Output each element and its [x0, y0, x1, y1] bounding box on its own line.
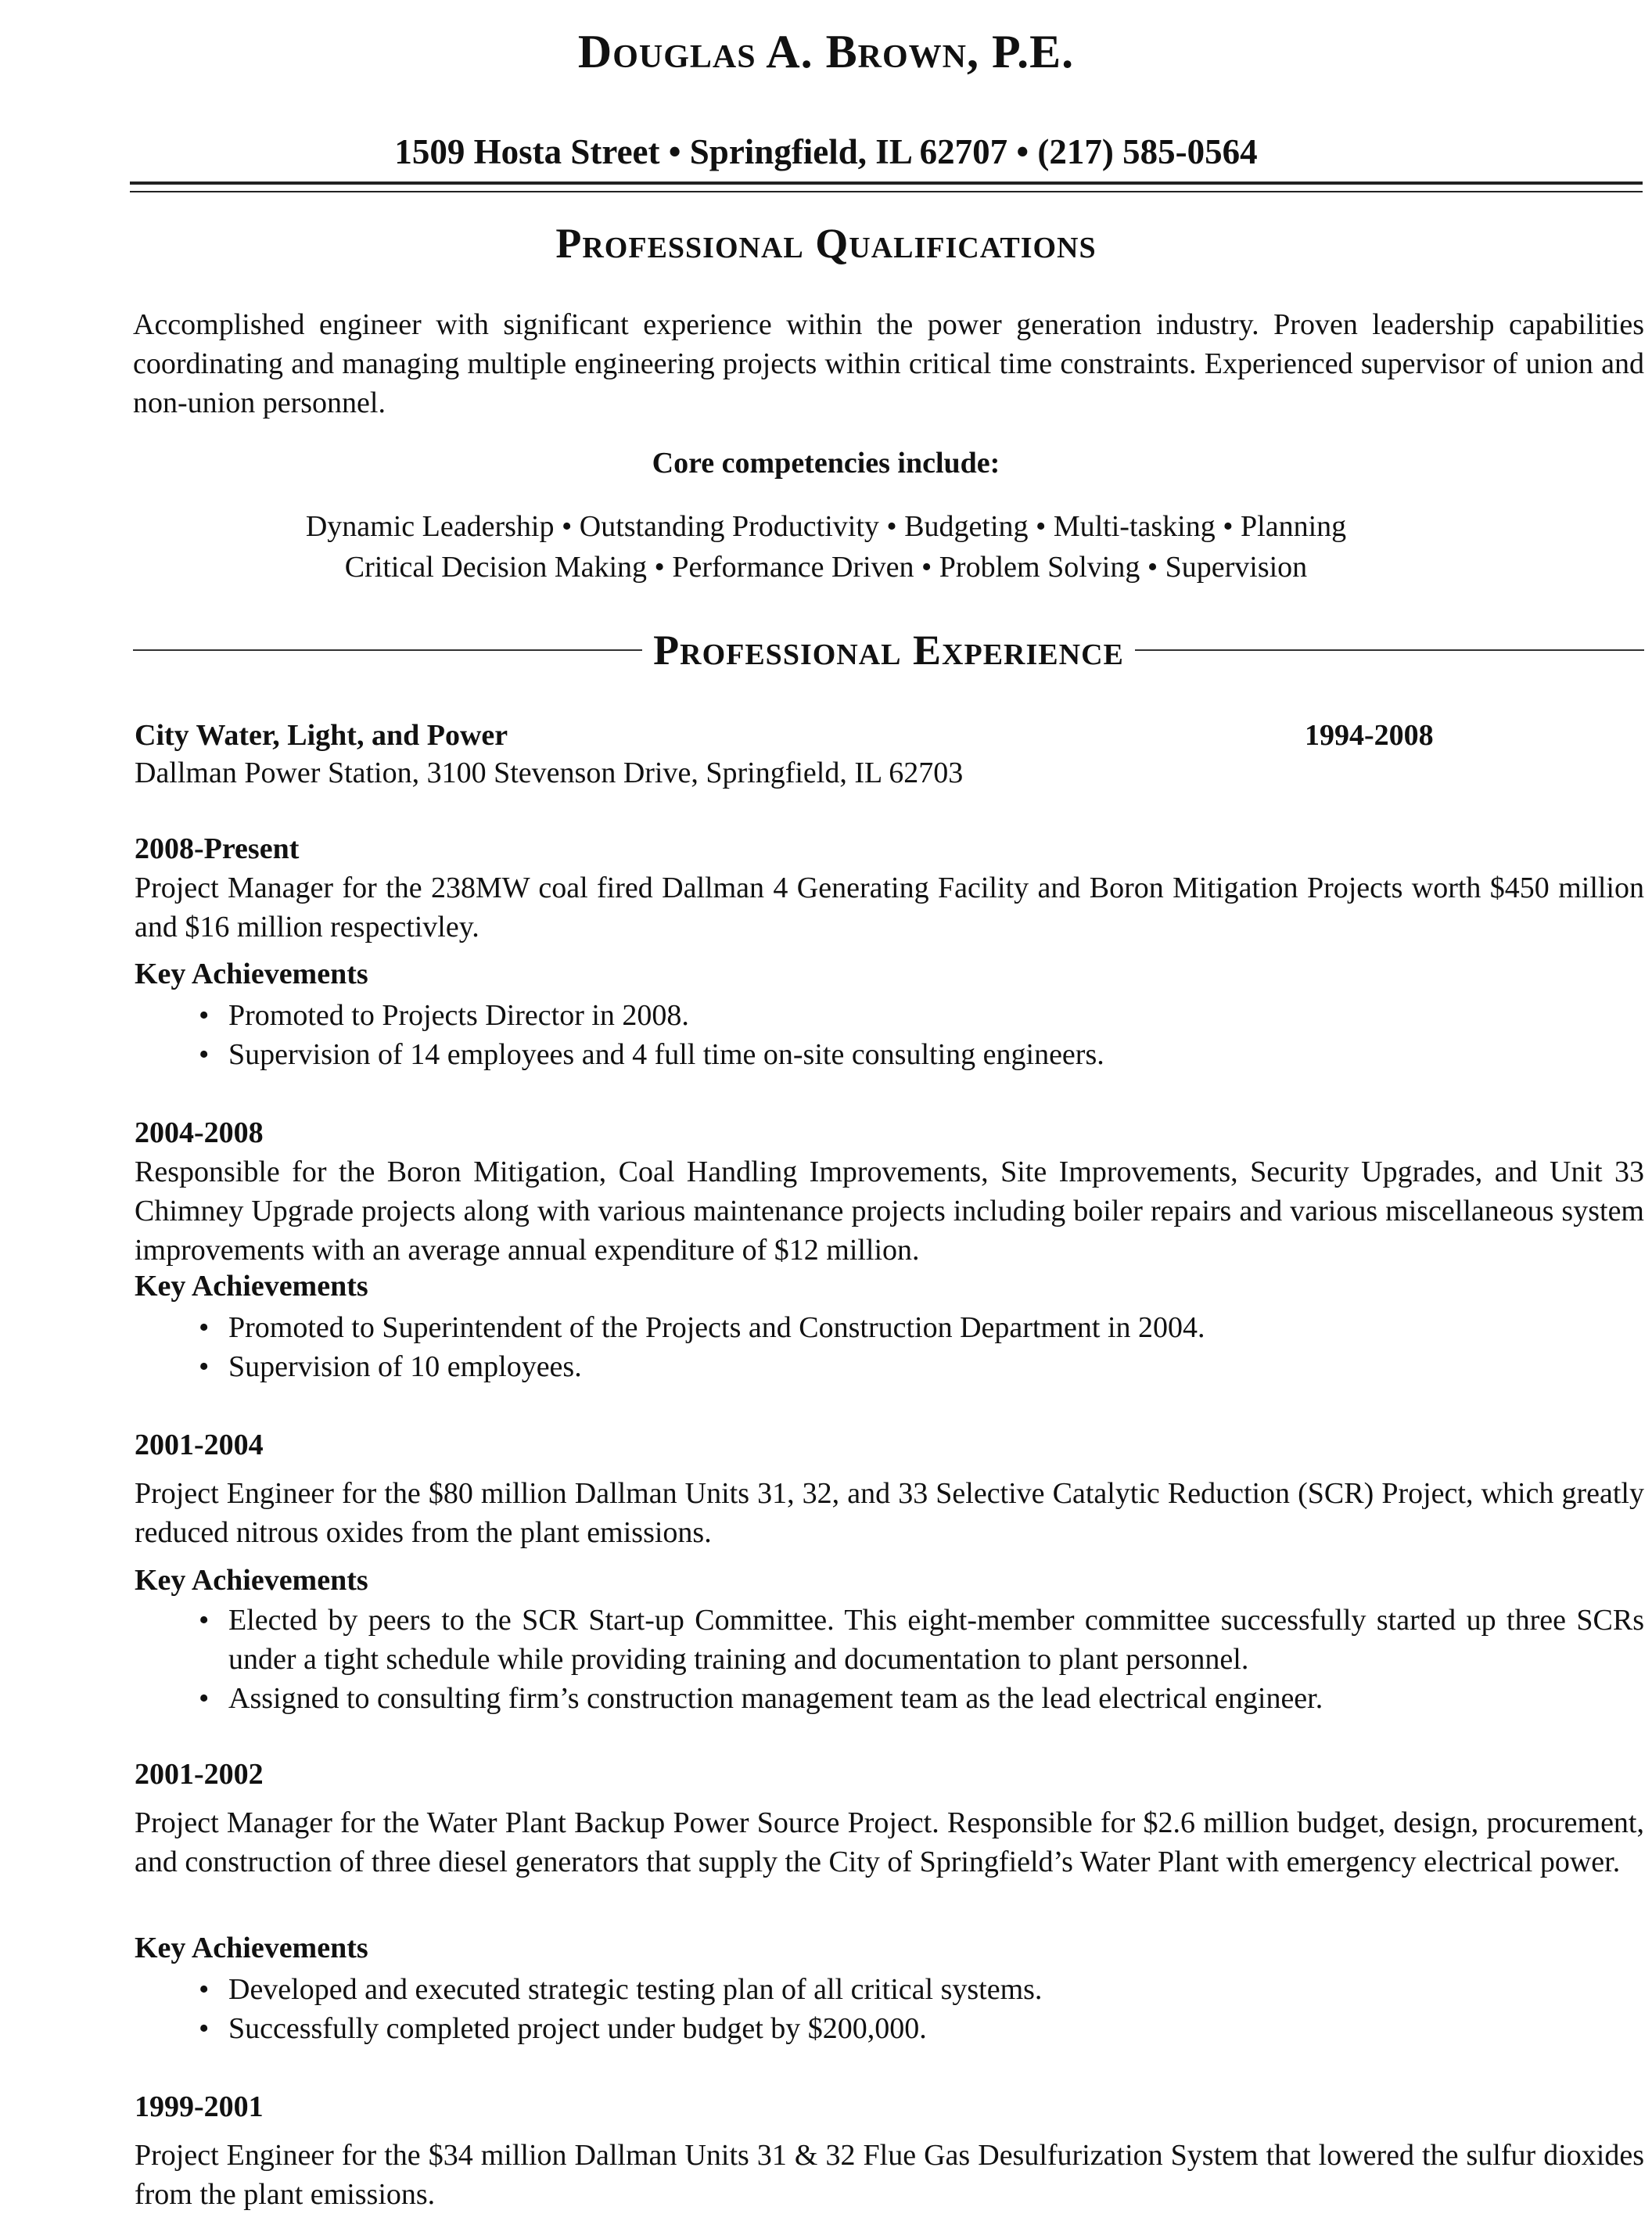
- achievements-list: [135, 1601, 1644, 1718]
- qualifications-heading: Professional Qualifications: [555, 220, 1097, 267]
- role-period: 2001-2004: [135, 1429, 264, 1461]
- qualifications-summary: Accomplished engineer with significant experience within the power generation industry. Proven leadership capabilities coordinating and managing multiple engineering projects within critical time constraints. Experienced supervisor of union and non-union personnel.: [133, 308, 1644, 419]
- list-item: • Elected by peers to the SCR Start-up Committee. This eight-member committee successfully started up three SCRs under a tight schedule while providing training and documentation to plant personnel.: [135, 1601, 1644, 1679]
- role-period: 2001-2002: [135, 1758, 264, 1791]
- list-item: • Supervision of 10 employees.: [135, 1347, 1644, 1386]
- list-item: • Promoted to Superintendent of the Projects and Construction Department in 2004.: [135, 1308, 1644, 1347]
- role-period: 1999-2001: [135, 2090, 264, 2123]
- key-achievements-label: Key Achievements: [135, 958, 368, 990]
- heading-rule-left: [133, 649, 642, 651]
- employer-address: Dallman Power Station, 3100 Stevenson Drive, Springfield, IL 62703: [135, 757, 964, 789]
- competencies-line-1: Dynamic Leadership • Outstanding Productivity • Budgeting • Multi-tasking • Planning: [305, 510, 1347, 543]
- achievements-list: [135, 996, 1644, 1074]
- role-entry: [135, 829, 1644, 947]
- achievements-list: [135, 1970, 1644, 2048]
- role-entry: [135, 1113, 1644, 1270]
- role-description: Project Manager for the Water Plant Backup Power Source Project. Responsible for $2.6 million budget, design, procurement, and construction of three diesel generators that supply the City of Springfield’s Water Plant with emergency electrical power.: [135, 1806, 1644, 1878]
- candidate-name: Douglas A. Brown, P.E.: [577, 26, 1075, 77]
- employer-name: City Water, Light, and Power: [135, 719, 508, 752]
- competencies-label: Core competencies include:: [652, 447, 1000, 480]
- competencies-line-2: Critical Decision Making • Performance Driven • Problem Solving • Supervision: [344, 551, 1308, 584]
- list-item: • Promoted to Projects Director in 2008.: [135, 996, 1644, 1035]
- list-item: • Developed and executed strategic testing plan of all critical systems.: [135, 1970, 1644, 2009]
- key-achievements-label: Key Achievements: [135, 1932, 368, 1964]
- role-period: 2008-Present: [135, 832, 300, 865]
- experience-heading-row: [133, 626, 1644, 674]
- list-item: • Assigned to consulting firm’s construction management team as the lead electrical engineer.: [135, 1679, 1644, 1718]
- header-divider: [130, 182, 1643, 192]
- employer-dates: 1994-2008: [1305, 719, 1434, 752]
- role-description: Project Engineer for the $34 million Dallman Units 31 & 32 Flue Gas Desulfurization System that lowered the sulfur dioxides from the plant emissions.: [135, 2139, 1644, 2211]
- list-item: • Supervision of 14 employees and 4 full time on-site consulting engineers.: [135, 1035, 1644, 1074]
- list-item: • Successfully completed project under budget by $200,000.: [135, 2009, 1644, 2048]
- key-achievements-label: Key Achievements: [135, 1270, 368, 1303]
- contact-line: 1509 Hosta Street • Springfield, IL 62707 • (217) 585-0564: [394, 132, 1258, 171]
- role-entry: [135, 1755, 1644, 1882]
- key-achievements-label: Key Achievements: [135, 1564, 368, 1597]
- heading-rule-right: [1135, 649, 1644, 651]
- achievements-list: [135, 1308, 1644, 1386]
- role-description: Project Engineer for the $80 million Dallman Units 31, 32, and 33 Selective Catalytic Reduction (SCR) Project, which greatly reduced nitrous oxides from the plant emissions.: [135, 1477, 1644, 1549]
- role-description: Project Manager for the 238MW coal fired Dallman 4 Generating Facility and Boron Mitigation Projects worth $450 million and $16 million respectivley.: [135, 872, 1644, 943]
- role-entry: [135, 1425, 1644, 1552]
- role-period: 2004-2008: [135, 1116, 264, 1149]
- experience-heading: Professional Experience: [653, 627, 1124, 674]
- role-description: Responsible for the Boron Mitigation, Coal Handling Improvements, Site Improvements, Security Upgrades, and Unit 33 Chimney Upgrade projects along with various maintenance projects including boiler repairs and various miscellaneous system improvements with an average annual expenditure of $12 million.: [135, 1156, 1644, 1267]
- role-entry: [135, 2087, 1644, 2214]
